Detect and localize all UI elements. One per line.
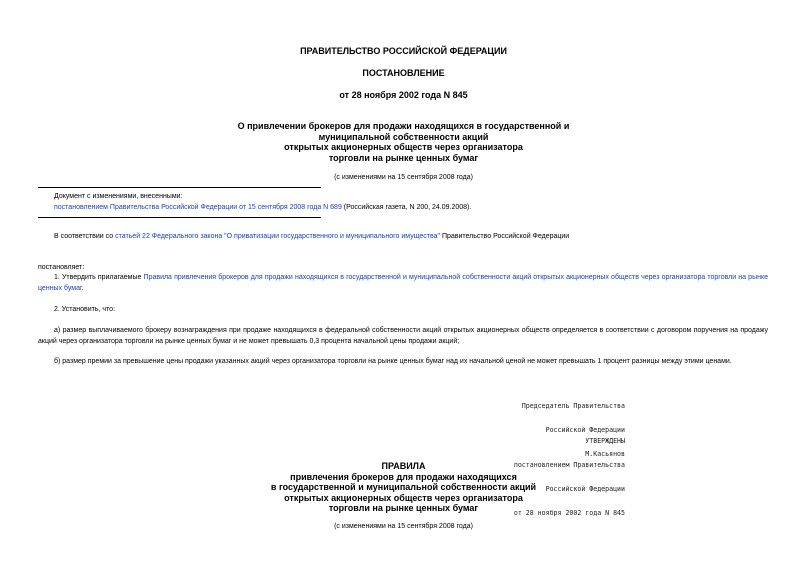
document-title [0, 121, 807, 163]
approval-line: Российской Федерации [545, 485, 625, 493]
document-type: ПОСТАНОВЛЕНИЕ [362, 68, 445, 78]
item-2: 2. Установить, что: [54, 306, 116, 313]
title-line: О привлечении брокеров для продажи находящихся в государственной и [237, 121, 570, 131]
item-1-prefix: 1. Утвердить прилагаемые [54, 274, 144, 281]
item-1-suffix: . [81, 285, 84, 292]
rules-title-line: привлечения брокеров для продажи находящихся [290, 471, 517, 482]
signature-name: М.Касьянов [585, 450, 625, 458]
amending-resolution-link[interactable]: постановлением Правительства Российской Федерации от 15 сентября 2008 года N 689 [54, 204, 342, 211]
title-line: муниципальной собственности акций [318, 131, 489, 142]
rules-title-line: торговли на рынке ценных бумаг [328, 503, 479, 513]
rules-heading: ПРАВИЛА [381, 461, 426, 471]
approval-line: постановлением Правительства [513, 461, 625, 469]
item-1 [38, 272, 768, 294]
rules-title [0, 461, 807, 514]
item-2a: а) размер выплачиваемого брокеру вознаграждения при продаже находящихся в федеральной собственности акций открытых акционерных обществ определяется в соответствии с договором поручения на продажу акций через организатора торговли на рынке ценных бумаг и не может превышать 0,3 процента начальной цены продажи акций; [38, 327, 768, 345]
document-date-number: от 28 ноября 2002 года N 845 [339, 90, 468, 100]
item-2b: б) размер премии за превышение цены продажи указанных акций через организатора торговли на рынке ценных бумаг над их начальной ценой не может превышать 1 процент разницы между этими ценами. [54, 358, 732, 365]
approval-heading: УТВЕРЖДЕНЫ [585, 437, 625, 445]
government-heading: ПРАВИТЕЛЬСТВО РОССИЙСКОЙ ФЕДЕРАЦИИ [300, 46, 507, 56]
approval-date: от 28 ноября 2002 года N 845 [513, 509, 625, 517]
rules-title-line: в государственной и муниципальной собственности акций [270, 482, 537, 492]
changes-intro: Документ с изменениями, внесенными: [54, 193, 183, 200]
signature-org: Российской Федерации [545, 426, 625, 434]
preamble-prefix: В соответствии со [54, 233, 116, 240]
divider-bottom [38, 217, 321, 218]
preamble-suffix: Правительство Российской Федерации [440, 233, 570, 240]
federal-law-link[interactable]: статьей 22 Федерального закона "О приватизации государственного и муниципального имущества" [115, 233, 440, 240]
rules-title-line: открытых акционерных обществ через организатора [284, 492, 523, 503]
changes-line [54, 202, 471, 213]
rules-link[interactable]: Правила привлечения брокеров для продажи находящихся в государственной и муниципальной собственности акций открытых акционерных обществ через организатора торговли на рынке ценных бумаг [38, 274, 769, 292]
rules-amendment-note: (с изменениями на 15 сентября 2008 года) [334, 523, 473, 530]
title-line: открытых акционерных обществ через организатора [284, 142, 523, 152]
signature-title: Председатель Правительства [521, 402, 625, 410]
preamble [54, 231, 569, 242]
changes-source: (Российская газета, N 200, 24.09.2008). [341, 204, 472, 211]
title-line: торговли на рынке ценных бумаг [328, 152, 479, 163]
divider-top [38, 187, 321, 188]
amendment-note: (с изменениями на 15 сентября 2008 года) [334, 174, 473, 181]
resolves-text: постановляет: [38, 264, 85, 271]
